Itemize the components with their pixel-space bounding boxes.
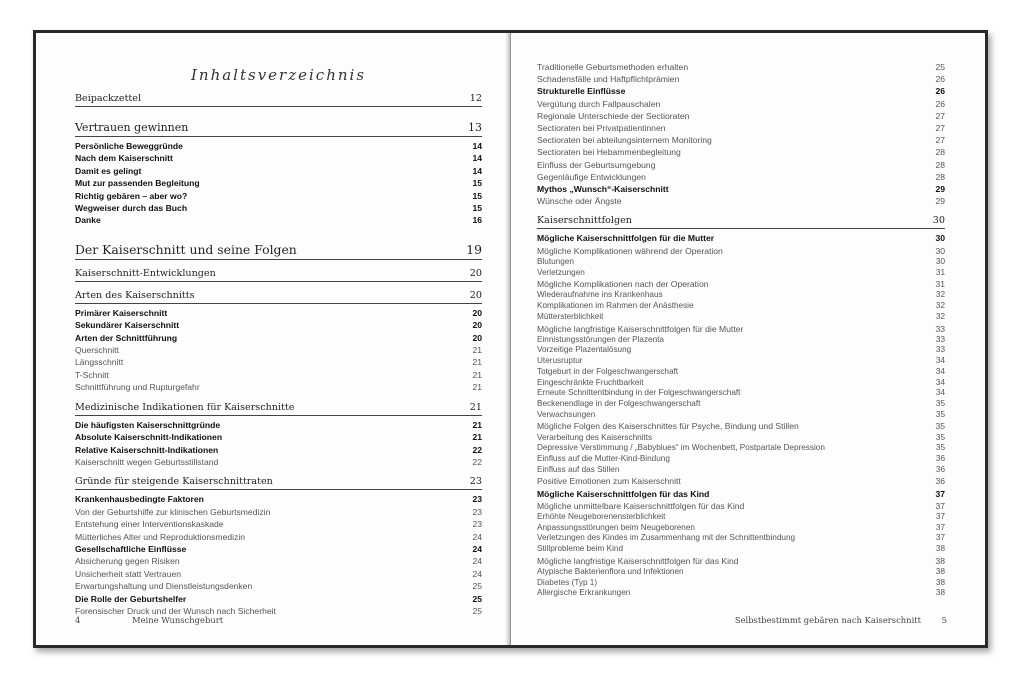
toc-entry-title: Nach dem Kaiserschnitt	[75, 153, 173, 164]
toc-entry-title: Vergütung durch Fallpauschalen	[537, 98, 661, 109]
toc-entry	[75, 152, 482, 164]
left-page	[36, 33, 508, 645]
toc-entry	[537, 420, 945, 432]
toc-entry	[537, 323, 945, 335]
toc-entry-page: 20	[469, 267, 482, 279]
toc-entry-title: Stillprobleme beim Kind	[537, 544, 624, 554]
toc-entry-title: Anpassungsstörungen beim Neugeborenen	[537, 522, 695, 532]
toc-section-heading	[537, 214, 945, 229]
toc-entry	[75, 580, 482, 592]
toc-entry	[537, 512, 945, 523]
toc-entry	[537, 555, 945, 567]
toc-entry	[75, 518, 482, 530]
toc-entry	[75, 568, 482, 580]
toc-left-column	[75, 65, 482, 617]
toc-entry-title: Mögliche langfristige Kaiserschnittfolgen für die Mutter	[537, 323, 744, 334]
toc-entry-page: 30	[932, 215, 945, 227]
toc-entry	[75, 140, 482, 152]
toc-entry	[75, 593, 482, 605]
toc-entry-page: 28	[935, 147, 945, 158]
toc-entry-page: 38	[935, 544, 945, 554]
toc-entry-title: Wegweiser durch das Buch	[75, 203, 188, 214]
toc-entry-page: 32	[935, 301, 945, 311]
toc-entry	[537, 98, 945, 110]
toc-entry-page: 38	[935, 555, 945, 566]
toc-entry-page: 24	[472, 556, 482, 567]
toc-entry-title: Absicherung gegen Risiken	[75, 556, 180, 567]
toc-entry	[75, 543, 482, 555]
toc-entry-title: Schnittführung und Rupturgefahr	[75, 382, 200, 393]
toc-entry	[75, 555, 482, 567]
toc-entry-title: Sectioraten bei Privatpatientinnen	[537, 123, 666, 134]
toc-entry-page: 21	[472, 382, 482, 393]
toc-right-column	[537, 61, 945, 599]
toc-entry-title: Komplikationen im Rahmen der Anästhesie	[537, 301, 694, 311]
toc-section-heading	[75, 267, 482, 282]
toc-entry	[537, 588, 945, 599]
toc-entry-title: Verletzungen	[537, 267, 585, 277]
toc-entry	[537, 312, 945, 323]
toc-entry-title: Traditionelle Geburtsmethoden erhalten	[537, 62, 689, 72]
toc-entry	[537, 533, 945, 544]
toc-entry-title: Längsschnitt	[75, 357, 124, 368]
page-number-left: 4	[75, 615, 81, 625]
toc-entry-page: 25	[472, 593, 482, 604]
toc-entry-title: Gesellschaftliche Einflüsse	[75, 543, 187, 554]
toc-entry-title: Kaiserschnitt-Entwicklungen	[75, 267, 216, 279]
toc-entry-title: Verletzungen des Kindes im Zusammenhang mit der Schnittentbindung	[537, 533, 796, 543]
toc-entry-page: 36	[935, 454, 945, 463]
toc-entry-page: 15	[472, 203, 482, 214]
toc-entry-page: 23	[472, 494, 482, 505]
toc-entry	[75, 214, 482, 226]
toc-entry-page: 32	[935, 311, 945, 321]
toc-entry-page: 34	[935, 356, 945, 366]
toc-entry	[537, 134, 945, 146]
toc-entry-title: Einfluss auf die Mutter-Kind-Bindung	[537, 454, 670, 463]
toc-entry-page: 21	[472, 419, 482, 430]
toc-entry-page: 35	[935, 409, 945, 419]
toc-entry-page: 22	[472, 444, 482, 455]
toc-section-heading	[75, 92, 482, 107]
toc-entry	[537, 73, 945, 85]
toc-entry-title: Arten der Schnittführung	[75, 332, 178, 343]
toc-entry-title: Allergische Erkrankungen	[537, 588, 631, 598]
toc-entry-title: Mögliche Kaiserschnittfolgen für die Mutter	[537, 233, 715, 244]
toc-entry-title: Kaiserschnittfolgen	[537, 215, 632, 227]
toc-entry-title: Von der Geburtshilfe zur klinischen Geburtsmedizin	[75, 506, 271, 517]
toc-entry-page: 35	[935, 443, 945, 453]
toc-entry-title: Blutungen	[537, 256, 574, 266]
toc-entry-page: 37	[935, 522, 945, 532]
toc-entry-page: 33	[935, 345, 945, 355]
toc-entry-page: 20	[469, 289, 482, 301]
toc-entry	[537, 278, 945, 290]
toc-entry	[537, 195, 945, 207]
toc-entry-page: 33	[935, 334, 945, 344]
toc-entry-title: Beipackzettel	[75, 93, 142, 104]
toc-entry	[75, 190, 482, 202]
toc-entry-page: 20	[472, 320, 482, 331]
toc-entry	[75, 506, 482, 518]
toc-entry-title: Mögliche Folgen des Kaiserschnittes für Psyche, Bindung und Stillen	[537, 421, 799, 432]
toc-entry-page: 14	[472, 153, 482, 164]
toc-entry-title: Positive Emotionen zum Kaiserschnitt	[537, 476, 681, 487]
toc-entry-page: 23	[469, 476, 482, 488]
toc-entry-title: Sectioraten bei Hebammenbegleitung	[537, 147, 681, 158]
toc-entry	[537, 290, 945, 301]
toc-entry	[537, 500, 945, 512]
toc-entry-page: 36	[935, 464, 945, 474]
toc-entry	[537, 410, 945, 421]
toc-entry-title: Eingeschränkte Fruchtbarkeit	[537, 377, 644, 387]
toc-entry	[537, 159, 945, 171]
toc-section-heading	[75, 401, 482, 416]
toc-entry	[537, 443, 945, 454]
toc-entry-title: Atypische Bakterienflora und Infektionen	[537, 567, 684, 577]
toc-entry-page: 38	[935, 567, 945, 577]
toc-entry	[75, 165, 482, 177]
toc-entry-title: Wiederaufnahme ins Krankenhaus	[537, 290, 663, 300]
toc-entry-title: Verwachsungen	[537, 409, 596, 419]
book-spread	[33, 30, 988, 648]
toc-entry-page: 38	[935, 577, 945, 587]
toc-entry	[537, 523, 945, 534]
toc-entry-page: 28	[935, 171, 945, 182]
toc-entry-title: Mögliche Komplikationen nach der Operation	[537, 279, 709, 290]
toc-entry-title: Primärer Kaiserschnitt	[75, 307, 168, 318]
toc-entry-page: 37	[935, 533, 945, 543]
toc-entry-page: 37	[935, 512, 945, 522]
toc-entry	[537, 146, 945, 158]
toc-entry	[537, 232, 945, 244]
toc-left-list	[75, 92, 482, 617]
running-title-left: Meine Wunschgeburt	[132, 615, 224, 625]
toc-entry-page: 26	[935, 74, 945, 85]
toc-entry-title: Erneute Schnittentbindung in der Folgeschwangerschaft	[537, 388, 741, 398]
toc-entry-page: 30	[935, 245, 945, 256]
toc-entry-title: Medizinische Indikationen für Kaiserschnitte	[75, 401, 295, 413]
toc-entry-page: 25	[472, 581, 482, 592]
toc-entry-page: 25	[472, 605, 482, 616]
toc-entry-title: Vorzeitige Plazentalösung	[537, 345, 632, 355]
toc-entry	[75, 431, 482, 443]
toc-entry	[75, 369, 482, 381]
toc-entry-page: 31	[935, 267, 945, 277]
toc-entry-page: 27	[935, 123, 945, 134]
toc-entry-title: Erwartungshaltung und Dienstleistungsdenken	[75, 581, 253, 592]
toc-entry-page: 32	[935, 290, 945, 300]
toc-entry-page: 21	[469, 401, 482, 413]
toc-entry-title: Kaiserschnitt wegen Geburtsstillstand	[75, 456, 219, 467]
toc-entry-title: Krankenhausbedingte Faktoren	[75, 494, 204, 505]
toc-entry	[537, 122, 945, 134]
toc-entry	[537, 335, 945, 346]
toc-entry	[537, 61, 945, 73]
toc-entry-title: Einnistungsstörungen der Plazenta	[537, 334, 664, 344]
toc-entry	[537, 171, 945, 183]
toc-entry-page: 20	[472, 307, 482, 318]
toc-entry	[537, 301, 945, 312]
toc-entry-page: 16	[472, 215, 482, 226]
toc-entry	[75, 177, 482, 189]
toc-entry	[75, 493, 482, 505]
toc-entry	[75, 319, 482, 331]
toc-entry-page: 29	[935, 196, 945, 207]
toc-entry	[537, 578, 945, 589]
toc-entry-page: 36	[935, 476, 945, 487]
toc-entry	[537, 268, 945, 279]
toc-entry-title: Depressive Verstimmung / „Babyblues“ im Wochenbett, Postpartale Depression	[537, 443, 825, 453]
toc-entry	[537, 488, 945, 500]
toc-entry-page: 21	[472, 345, 482, 356]
toc-entry-title: Die Rolle der Geburtshelfer	[75, 593, 187, 604]
toc-entry	[75, 344, 482, 356]
toc-section-heading	[75, 120, 482, 137]
toc-entry	[537, 465, 945, 476]
toc-entry-page: 31	[935, 279, 945, 290]
toc-entry	[537, 345, 945, 356]
toc-entry-title: Mütterliches Alter und Reproduktionsmedizin	[75, 531, 246, 542]
toc-section-heading	[75, 289, 482, 304]
toc-entry	[537, 245, 945, 257]
toc-entry-title: Wünsche oder Ängste	[537, 196, 622, 207]
toc-entry-page: 13	[468, 121, 482, 134]
toc-entry-title: Mögliche Komplikationen während der Operation	[537, 245, 723, 256]
toc-entry	[75, 456, 482, 468]
toc-entry-title: Mut zur passenden Begleitung	[75, 178, 200, 189]
toc-entry-page: 33	[935, 323, 945, 334]
toc-entry	[537, 85, 945, 97]
toc-entry	[537, 356, 945, 367]
toc-title: Inhaltsverzeichnis	[190, 66, 367, 84]
toc-entry-title: Absolute Kaiserschnitt-Indikationen	[75, 432, 223, 443]
right-page	[511, 33, 985, 645]
toc-entry-title: Mögliche langfristige Kaiserschnittfolgen für das Kind	[537, 555, 739, 566]
toc-right-list	[537, 61, 945, 599]
toc-entry-title: Mögliche Kaiserschnittfolgen für das Kind	[537, 488, 710, 499]
toc-entry	[537, 475, 945, 487]
toc-entry-page: 27	[935, 135, 945, 146]
toc-entry-title: Sekundärer Kaiserschnitt	[75, 320, 180, 331]
toc-entry-page: 26	[935, 86, 945, 97]
toc-entry-page: 23	[472, 506, 482, 517]
page-number-right: 5	[941, 615, 947, 625]
toc-entry-page: 14	[472, 141, 482, 151]
toc-entry-page: 30	[935, 233, 945, 244]
toc-entry-title: Gründe für steigende Kaiserschnittraten	[75, 476, 273, 488]
toc-entry	[537, 183, 945, 195]
toc-entry-page: 12	[469, 93, 482, 104]
toc-entry	[537, 433, 945, 444]
toc-entry-title: Arten des Kaiserschnitts	[75, 289, 195, 301]
toc-entry-page: 24	[472, 568, 482, 579]
toc-entry-title: Einfluss auf das Stillen	[537, 464, 620, 474]
toc-entry-page: 23	[472, 519, 482, 530]
toc-entry-title: Unsicherheit statt Vertrauen	[75, 568, 182, 579]
toc-entry-title: Danke	[75, 215, 101, 226]
running-title-right: Selbstbestimmt gebären nach Kaiserschnitt	[734, 615, 921, 625]
toc-entry-title: Einfluss der Geburtsumgebung	[537, 159, 656, 170]
toc-entry-page: 27	[935, 110, 945, 121]
toc-entry-page: 15	[472, 178, 482, 189]
toc-entry-page: 28	[935, 159, 945, 170]
toc-entry-title: Diabetes (Typ 1)	[537, 577, 598, 587]
toc-entry-page: 19	[466, 241, 482, 257]
toc-entry-page: 37	[935, 488, 945, 499]
toc-entry-page: 35	[935, 398, 945, 408]
toc-entry-page: 24	[472, 543, 482, 554]
toc-entry	[537, 367, 945, 378]
toc-entry-title: Verarbeitung des Kaiserschnitts	[537, 432, 653, 442]
toc-entry-title: Strukturelle Einflüsse	[537, 86, 626, 97]
toc-entry-page: 20	[472, 332, 482, 343]
toc-entry	[75, 356, 482, 368]
toc-entry-page: 25	[935, 62, 945, 72]
toc-entry-page: 24	[472, 531, 482, 542]
toc-entry-title: Der Kaiserschnitt und seine Folgen	[75, 241, 297, 257]
toc-entry-page: 21	[472, 369, 482, 380]
toc-entry	[537, 399, 945, 410]
toc-entry-page: 29	[935, 184, 945, 195]
toc-entry-page: 34	[935, 388, 945, 398]
toc-section-heading	[75, 241, 482, 260]
toc-entry-title: Gegenläufige Entwicklungen	[537, 171, 646, 182]
toc-entry-title: Uterusruptur	[537, 356, 583, 366]
toc-entry-title: Regionale Unterschiede der Sectioraten	[537, 110, 690, 121]
toc-entry	[75, 332, 482, 344]
toc-entry-title: Forensischer Druck und der Wunsch nach Sicherheit	[75, 605, 276, 616]
toc-entry-title: Relative Kaiserschnitt-Indikationen	[75, 444, 219, 455]
toc-entry	[537, 257, 945, 268]
toc-entry-title: Entstehung einer Interventionskaskade	[75, 519, 224, 530]
toc-entry	[537, 454, 945, 465]
toc-entry	[75, 531, 482, 543]
toc-entry-title: T-Schnitt	[75, 369, 109, 380]
toc-entry	[75, 381, 482, 393]
toc-entry	[75, 444, 482, 456]
toc-entry	[537, 110, 945, 122]
toc-entry-title: Beckenendlage in der Folgeschwangerschaft	[537, 398, 701, 408]
toc-entry-title: Totgeburt in der Folgeschwangerschaft	[537, 366, 679, 376]
toc-entry-page: 14	[472, 165, 482, 176]
toc-entry	[537, 567, 945, 578]
toc-entry-title: Mögliche unmittelbare Kaiserschnittfolgen für das Kind	[537, 500, 745, 511]
toc-entry-title: Mythos „Wunsch“-Kaiserschnitt	[537, 184, 669, 195]
toc-entry-title: Erhöhte Neugeborenensterblichkeit	[537, 512, 666, 522]
toc-entry	[75, 202, 482, 214]
toc-section-heading	[75, 475, 482, 490]
toc-entry-page: 38	[935, 588, 945, 598]
toc-entry-page: 15	[472, 190, 482, 201]
toc-entry	[537, 544, 945, 555]
toc-entry-page: 34	[935, 377, 945, 387]
toc-entry-title: Vertrauen gewinnen	[75, 121, 189, 134]
toc-entry	[537, 388, 945, 399]
toc-entry	[75, 307, 482, 319]
toc-entry-page: 26	[935, 98, 945, 109]
toc-entry	[537, 378, 945, 389]
toc-entry-page: 30	[935, 256, 945, 266]
toc-entry-title: Querschnitt	[75, 345, 119, 356]
toc-entry-page: 21	[472, 432, 482, 443]
toc-entry-page: 35	[935, 421, 945, 432]
toc-entry-title: Sectioraten bei abteilungsinternem Monitoring	[537, 135, 712, 146]
toc-entry	[75, 419, 482, 431]
toc-entry-page: 21	[472, 357, 482, 368]
toc-entry-page: 34	[935, 366, 945, 376]
toc-entry-title: Persönliche Beweggründe	[75, 141, 183, 151]
toc-entry-title: Schadensfälle und Haftpflichtprämien	[537, 74, 680, 85]
toc-entry-title: Damit es gelingt	[75, 165, 142, 176]
toc-entry-page: 37	[935, 500, 945, 511]
toc-entry-title: Richtig gebären – aber wo?	[75, 190, 188, 201]
toc-entry-title: Müttersterblichkeit	[537, 311, 604, 321]
toc-entry-title: Die häufigsten Kaiserschnittgründe	[75, 419, 221, 430]
toc-entry-page: 22	[472, 456, 482, 467]
toc-entry-page: 35	[935, 432, 945, 442]
